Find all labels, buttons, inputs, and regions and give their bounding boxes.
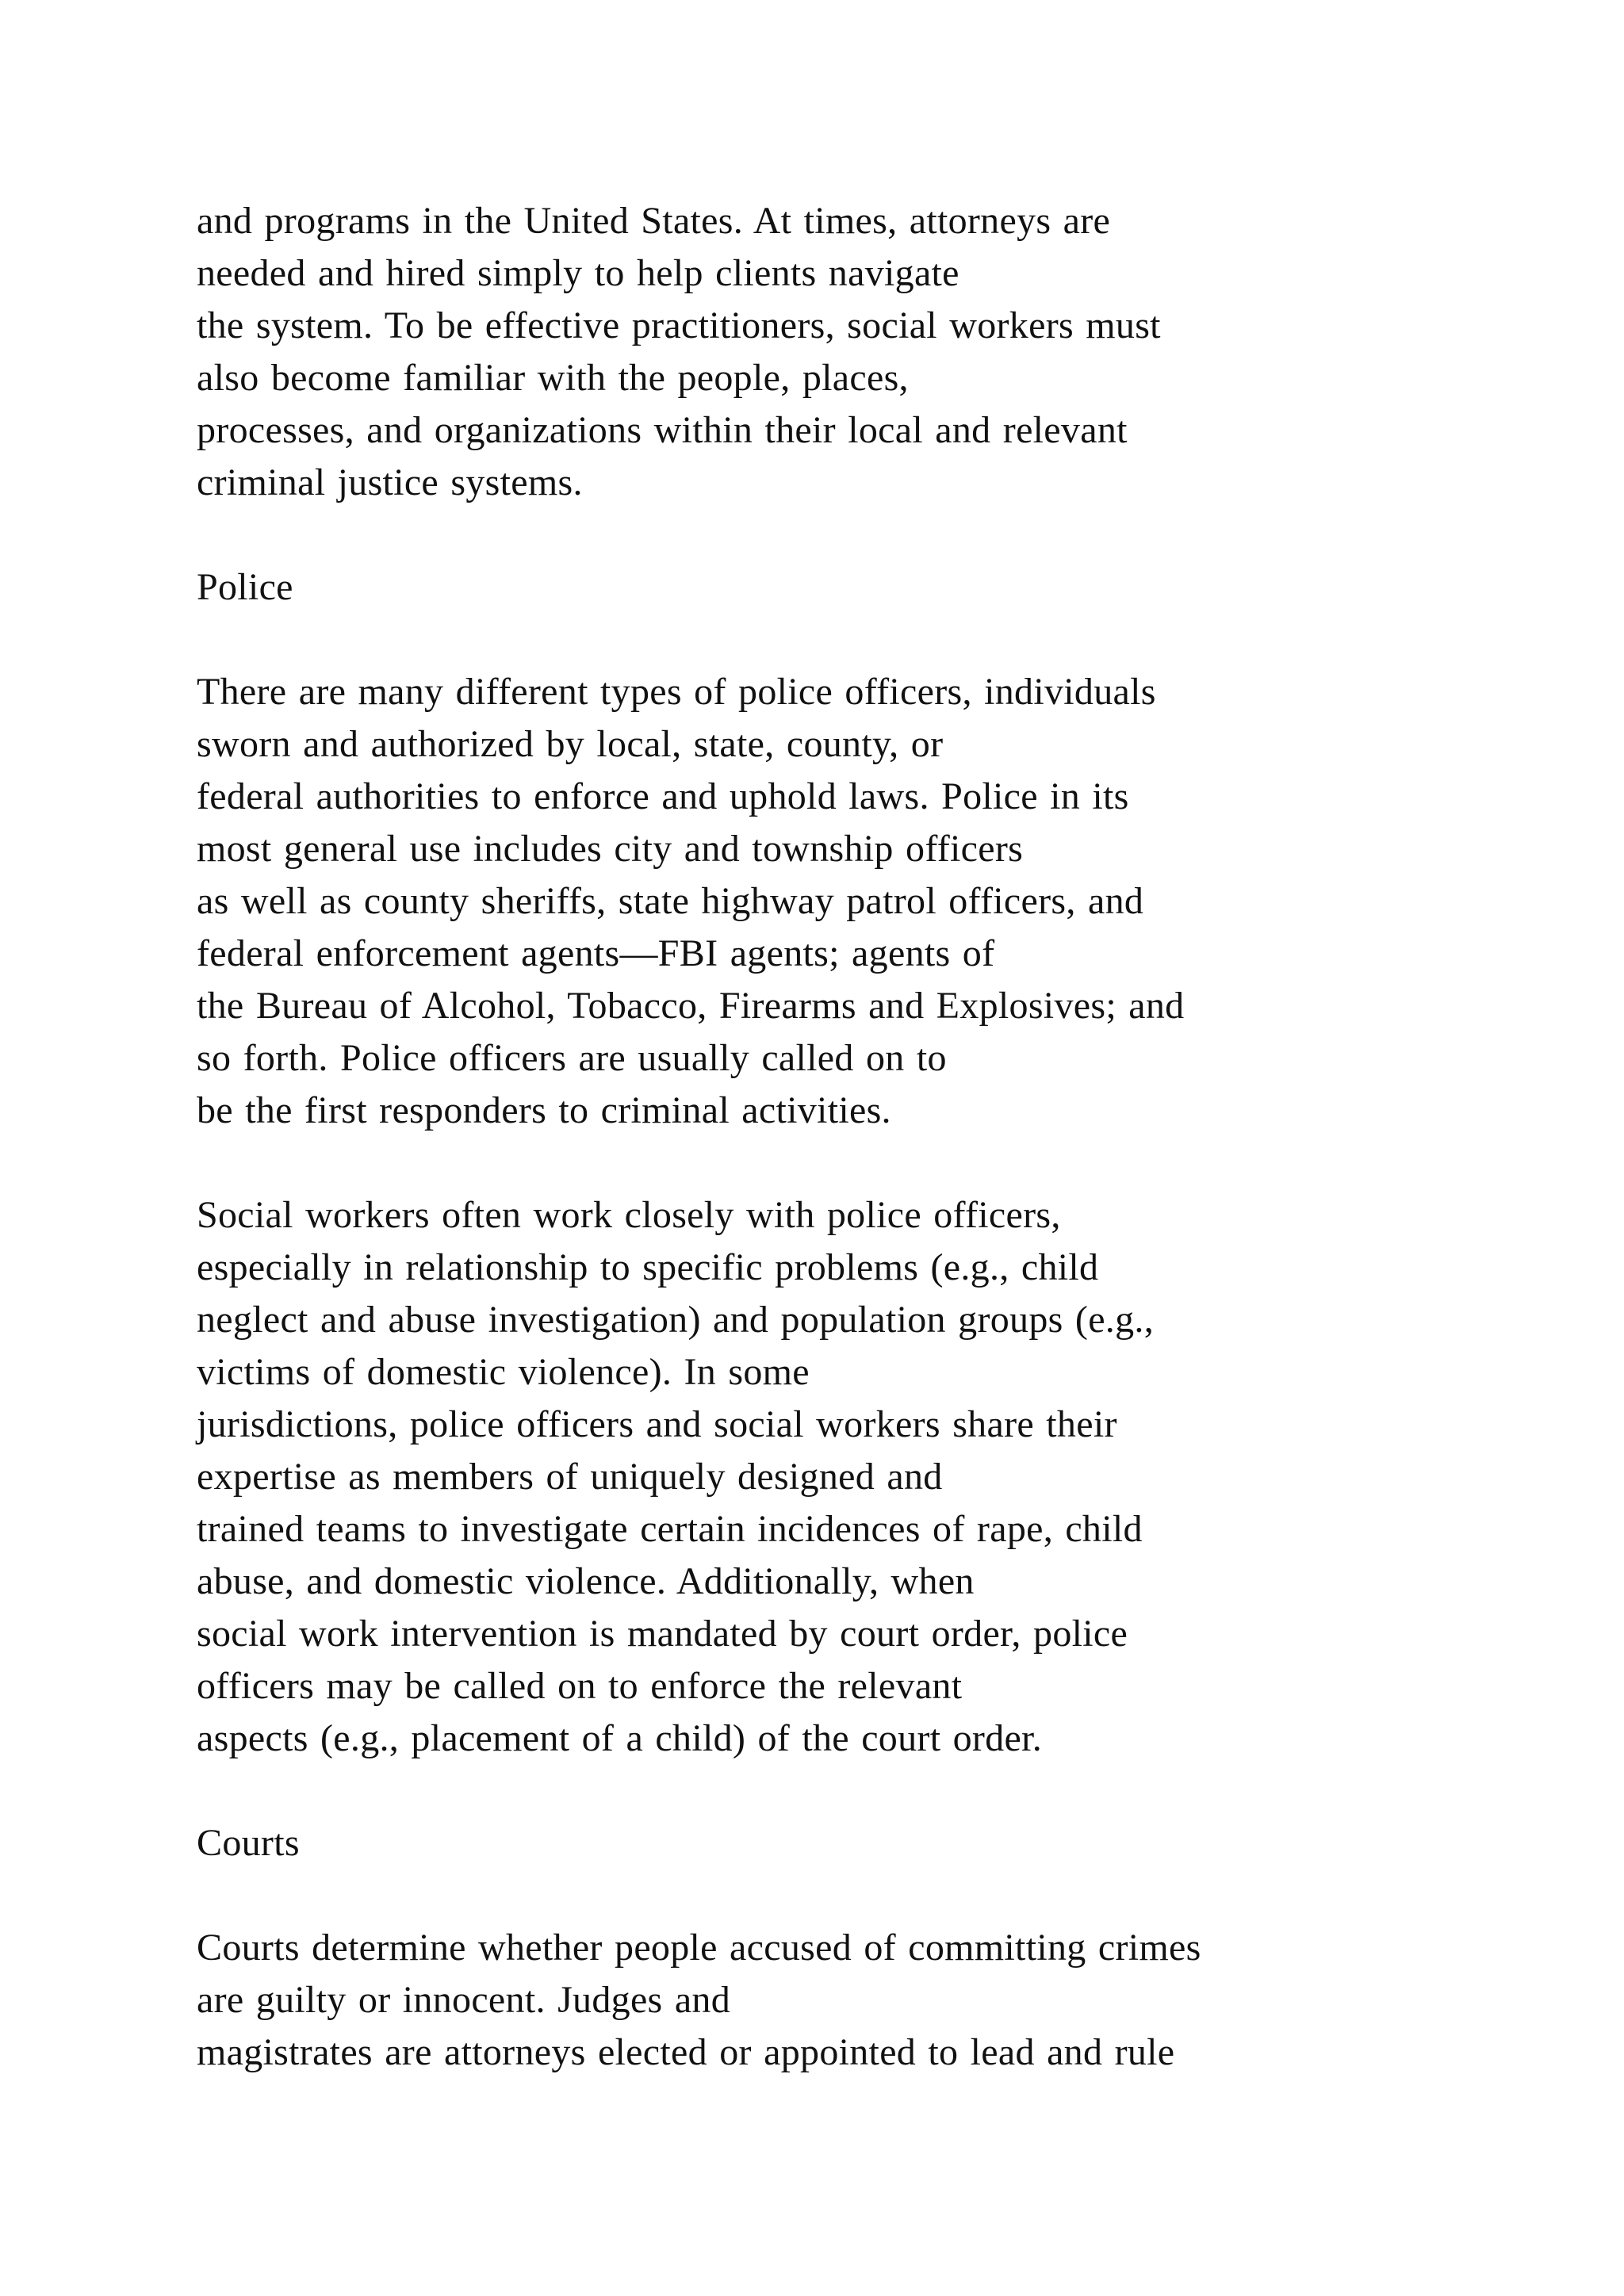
paragraph-spacer bbox=[197, 1137, 1497, 1189]
text-line: needed and hired simply to help clients navigate bbox=[197, 252, 959, 294]
text-line: victims of domestic violence). In some bbox=[197, 1351, 810, 1393]
paragraph-police-social-workers bbox=[197, 1189, 1497, 1765]
text-line: Courts determine whether people accused of committing crimes bbox=[197, 1927, 1201, 1969]
text-line: federal authorities to enforce and uphold laws. Police in its bbox=[197, 775, 1129, 817]
text-line: the Bureau of Alcohol, Tobacco, Firearms and Explosives; and bbox=[197, 985, 1185, 1027]
paragraph-intro bbox=[197, 195, 1497, 509]
text-line: aspects (e.g., placement of a child) of the court order. bbox=[197, 1717, 1043, 1759]
text-line: There are many different types of police officers, individuals bbox=[197, 671, 1156, 713]
text-line: expertise as members of uniquely designed and bbox=[197, 1456, 943, 1498]
text-line: federal enforcement agents—FBI agents; agents of bbox=[197, 932, 995, 974]
text-line: so forth. Police officers are usually called on to bbox=[197, 1037, 947, 1079]
document-body bbox=[197, 195, 1497, 2079]
text-line: jurisdictions, police officers and social workers share their bbox=[197, 1403, 1117, 1445]
text-line: also become familiar with the people, places, bbox=[197, 357, 909, 399]
text-line: processes, and organizations within their local and relevant bbox=[197, 409, 1128, 451]
text-line: most general use includes city and township officers bbox=[197, 828, 1024, 870]
text-line: abuse, and domestic violence. Additionally, when bbox=[197, 1560, 975, 1602]
text-line: Social workers often work closely with police officers, bbox=[197, 1194, 1061, 1236]
paragraph-spacer bbox=[197, 614, 1497, 666]
text-line: magistrates are attorneys elected or appointed to lead and rule bbox=[197, 2031, 1175, 2073]
text-line: trained teams to investigate certain incidences of rape, child bbox=[197, 1508, 1143, 1550]
text-line: sworn and authorized by local, state, county, or bbox=[197, 723, 944, 765]
text-line: officers may be called on to enforce the relevant bbox=[197, 1665, 963, 1707]
paragraph-courts bbox=[197, 1922, 1497, 2079]
text-line: neglect and abuse investigation) and population groups (e.g., bbox=[197, 1299, 1155, 1341]
paragraph-police-types bbox=[197, 666, 1497, 1137]
paragraph-spacer bbox=[197, 509, 1497, 561]
text-line: criminal justice systems. bbox=[197, 461, 583, 503]
text-line: social work intervention is mandated by court order, police bbox=[197, 1613, 1128, 1655]
text-line: especially in relationship to specific problems (e.g., child bbox=[197, 1246, 1099, 1288]
section-heading-courts: Courts bbox=[197, 1822, 300, 1864]
text-line: and programs in the United States. At times, attorneys are bbox=[197, 200, 1111, 242]
text-line: as well as county sheriffs, state highway patrol officers, and bbox=[197, 880, 1144, 922]
text-line: be the first responders to criminal activities. bbox=[197, 1089, 891, 1131]
paragraph-spacer bbox=[197, 1765, 1497, 1817]
text-line: are guilty or innocent. Judges and bbox=[197, 1979, 731, 2021]
text-line: the system. To be effective practitioners, social workers must bbox=[197, 304, 1161, 346]
section-heading-police: Police bbox=[197, 566, 293, 608]
paragraph-spacer bbox=[197, 1869, 1497, 1922]
